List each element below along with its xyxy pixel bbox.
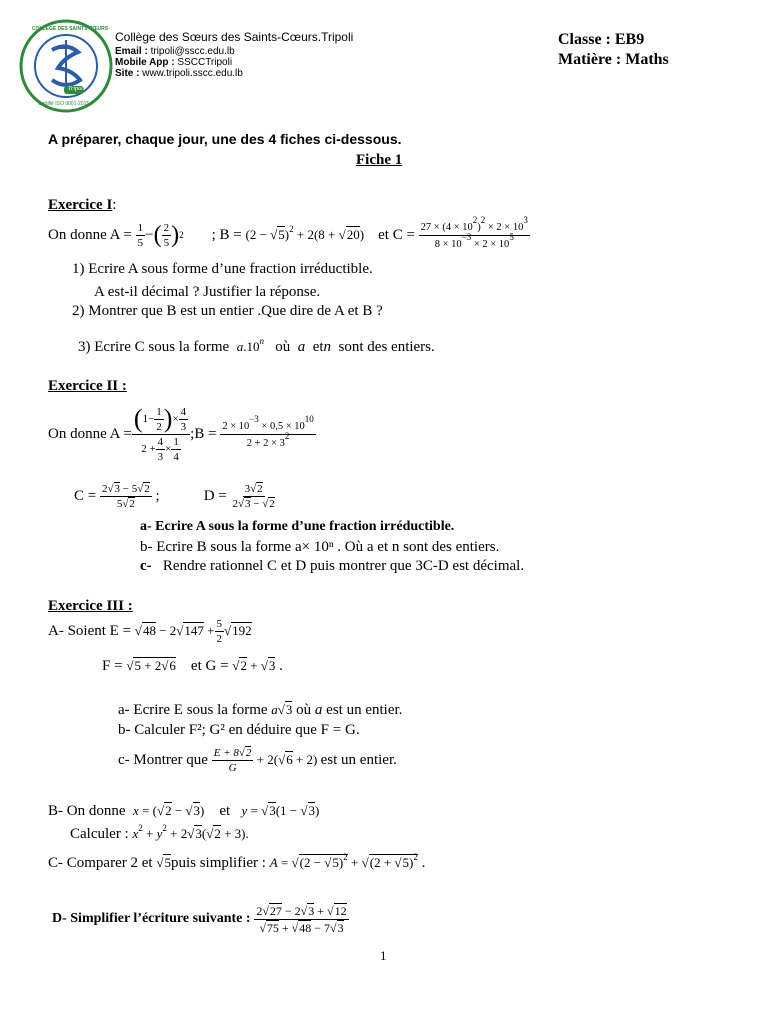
subject-label: Matière : Maths	[558, 51, 669, 68]
class-label: Classe : EB9	[558, 31, 645, 48]
school-name: Collège des Sœurs des Saints-Cœurs.Tripoli	[115, 30, 354, 44]
logo-top-text: COLLÈGE DES SAINTS CŒURS	[32, 26, 109, 32]
ex3-qa: a- Ecrire E sous la forme a√3 où a est un entier.	[118, 702, 403, 718]
fiche-title: Fiche 1	[356, 152, 403, 168]
ex1-q1: 1) Ecrire A sous forme d’une fraction irréductible.	[72, 261, 373, 277]
ex1-q3: 3) Ecrire C sous la forme a.10$^n$ où a etn sont des entiers.	[78, 336, 435, 355]
ex2-ab-expressions: On donne A = ( 1− $\frac{1}{2}$ ) × $\frac{4}{3}$ 2 + $\frac{4}{3}$ × $\frac{1}{4}$ ;B = $\frac{2 \times 10^{-3} \times 0,5 \times 10^{10}}{2 + 2 \times 3^2}$	[48, 404, 314, 463]
intro-line: A préparer, chaque jour, une des 4 fiches ci-dessous.	[48, 131, 402, 147]
ex1-title: Exercice I:	[48, 197, 117, 213]
logo-script-text: Tripoli	[68, 86, 85, 92]
ex2-qb: b- Ecrire B sous la forme a× 10ⁿ . Où a et n sont des entiers.	[140, 539, 500, 555]
ex1-q2: 2) Montrer que B est un entier .Que dire de A et B ?	[72, 303, 383, 319]
ex2-qc: c- Rendre rationnel C et D puis montrer que 3C-D est décimal.	[140, 558, 525, 574]
ex1-q1b: A est-il décimal ? Justifier la réponse.	[94, 284, 321, 300]
ex2-title: Exercice II :	[48, 378, 127, 394]
ex3-e-expression: A- Soient E = √48 − 2√147 + $\frac{5}{2}$ √192	[48, 617, 252, 645]
ex3-b-given: B- On donne x = (√2 − √3) et y = √3(1 − √3)	[48, 803, 320, 819]
logo-bottom-text: Certifié ISO 9001-2015	[38, 101, 90, 107]
ex3-b-calc: Calculer : $x^2 + y^2 + 2√3(√2 + 3)$.	[70, 823, 249, 842]
ex3-qc: c- Montrer que $\frac{E + 8√2}{G}$ + 2(√6 + 2) est un entier.	[118, 746, 397, 774]
ex3-qb: b- Calculer F²; G² en déduire que F = G.	[118, 722, 360, 738]
ex1-expressions: On donne A = $\frac{1}{5}$ − ( $\frac{2}{5}$ ) 2 ; B = $(2 - √5)^2 + 2(8 + √20)$ et C = $\frac{27 \times (4 \times 10^2)^2 \times 2 \times 10^3}{8 \times 10^{-3} \times 2 \times 10^5}$	[48, 214, 528, 250]
ex3-fg-expression: F = √5 + 2√6 et G = √2 + √3 .	[102, 658, 283, 674]
ex3-c: C- Comparer 2 et √5puis simplifier : $A = √(2 - √5)^2 + √(2 + √5)^2$ .	[48, 852, 426, 871]
contact-email: Email : tripoli@sscc.edu.lb	[115, 46, 235, 57]
contact-app: Mobile App : SSCCTripoli	[115, 57, 233, 68]
page-number: 1	[380, 948, 387, 963]
ex3-title: Exercice III :	[48, 598, 133, 614]
contact-site: Site : www.tripoli.sscc.edu.lb	[115, 68, 243, 79]
ex3-d: D- Simplifier l’écriture suivante : $\frac{2√27 - 2√3 + √12}{√75 + √48 - 7√3}$	[52, 903, 347, 935]
ex2-qa: a- Ecrire A sous la forme d’une fraction irréductible.	[140, 519, 455, 534]
school-logo	[18, 18, 114, 114]
ex2-cd-expressions: C = $\frac{2√3 - 5√2}{5√2}$ ; D = $\frac{3√2}{2√3 - √2}$	[74, 482, 275, 510]
